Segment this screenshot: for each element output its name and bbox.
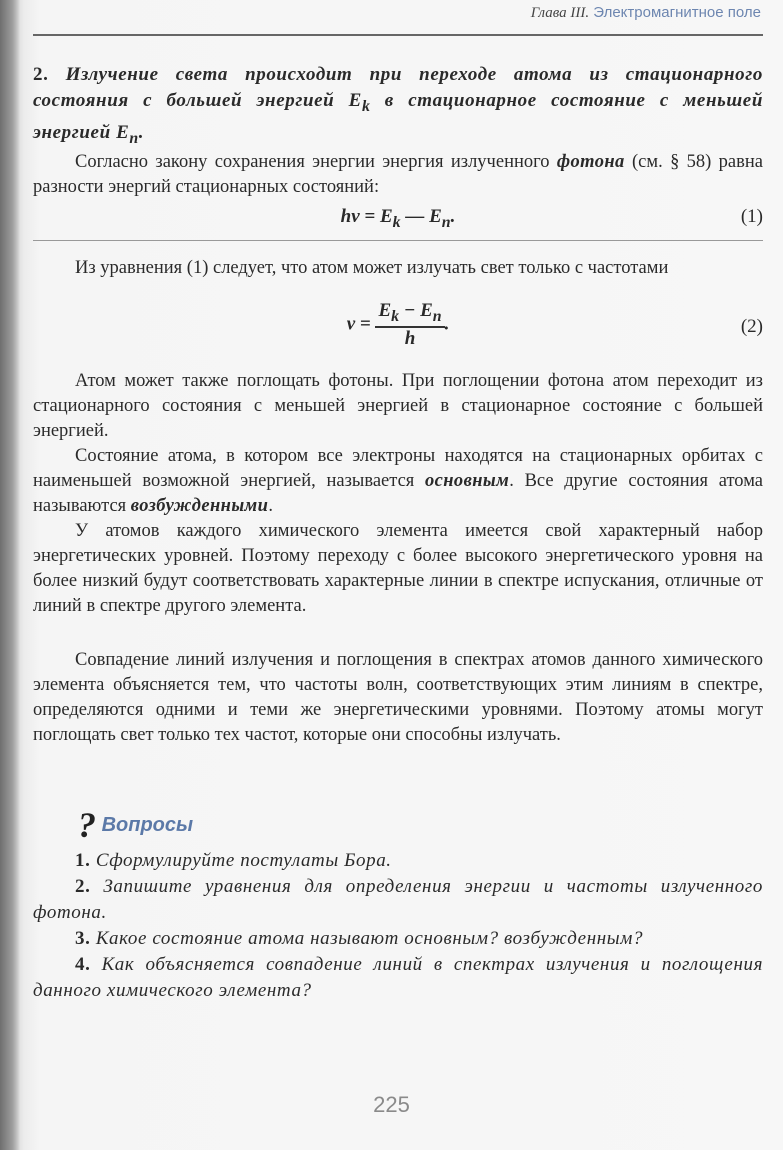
page-number: 225 <box>373 1092 410 1117</box>
question-item: 2. Запишите уравнения для определения энергии и частоты излученного фотона. <box>33 876 763 923</box>
question-item: 3. Какое состояние атома называют основным? возбужденным? <box>75 928 644 949</box>
fraction: $\frac{E_k - E_n}{h}$ <box>375 300 444 350</box>
equation-2-number: (2) <box>740 316 763 337</box>
paragraph-absorption: Атом может также поглощать фотоны. При поглощении фотона атом переходит из стационарного состояния с меньшей энергией в стационарное состояние с большей энергией. <box>33 371 763 441</box>
chapter-title: Электромагнитное поле <box>593 4 761 21</box>
paragraph-frequencies: Из уравнения (1) следует, что атом может излучать свет только с частотами <box>75 258 669 278</box>
questions-list <box>33 848 763 1004</box>
running-header <box>531 4 761 22</box>
question-item: 4. Как объясняется совпадение линий в спектрах излучения и поглощения данного химического элемента? <box>33 954 763 1001</box>
question-item: 1. Сформулируйте постулаты Бора. <box>75 850 392 871</box>
paragraph-energy-conservation: Согласно закону сохранения энергии энергия излученного фотона (см. § 58) равна разности энергий стационарных состояний: <box>33 152 763 197</box>
equation-1: $h\nu = E_k$ — $E_n$. (1) <box>340 206 763 231</box>
header-rule <box>33 34 763 36</box>
postulate-2-heading: 2. Излучение света происходит при переходе атома из стационарного состояния с большей энергией $E_k$ в стационарное состояние с меньшей энергией $E_n$. <box>33 64 764 147</box>
questions-heading: ? Вопросы <box>78 805 194 845</box>
separator-rule <box>33 240 763 241</box>
chapter-label: Глава III. <box>530 5 590 21</box>
paragraph-coincidence: Совпадение линий излучения и поглощения в спектрах атомов данного химического элемента объясняется тем, что частоты волн, соответствующих этим линиям в спектре, определяются одними и теми же энергетическими уровнями. Поэтому атомы могут поглощать свет только тех частот, которые они способны излучать. <box>33 650 763 745</box>
postulate-2 <box>33 62 763 152</box>
equation-1-number: (1) <box>740 206 763 227</box>
question-mark-icon: ? <box>78 805 96 845</box>
paragraph-ground-state: Состояние атома, в котором все электроны находятся на стационарных орбитах с наименьшей возможной энергией, называется основным. Все другие состояния атома называются возбужденными. <box>33 446 763 516</box>
equation-2: ν = $\frac{E_k - E_n}{h}$ . (2) <box>346 300 763 349</box>
paragraph-energy-levels: У атомов каждого химического элемента имеется свой характерный набор энергетических уровней. Поэтому переходу с более высокого энергетического уровня на более низкий будут соответствовать характерные линии в спектре испускания, отличные от линий в спектре другого элемента. <box>33 521 763 616</box>
book-spine-shadow <box>0 0 20 1150</box>
